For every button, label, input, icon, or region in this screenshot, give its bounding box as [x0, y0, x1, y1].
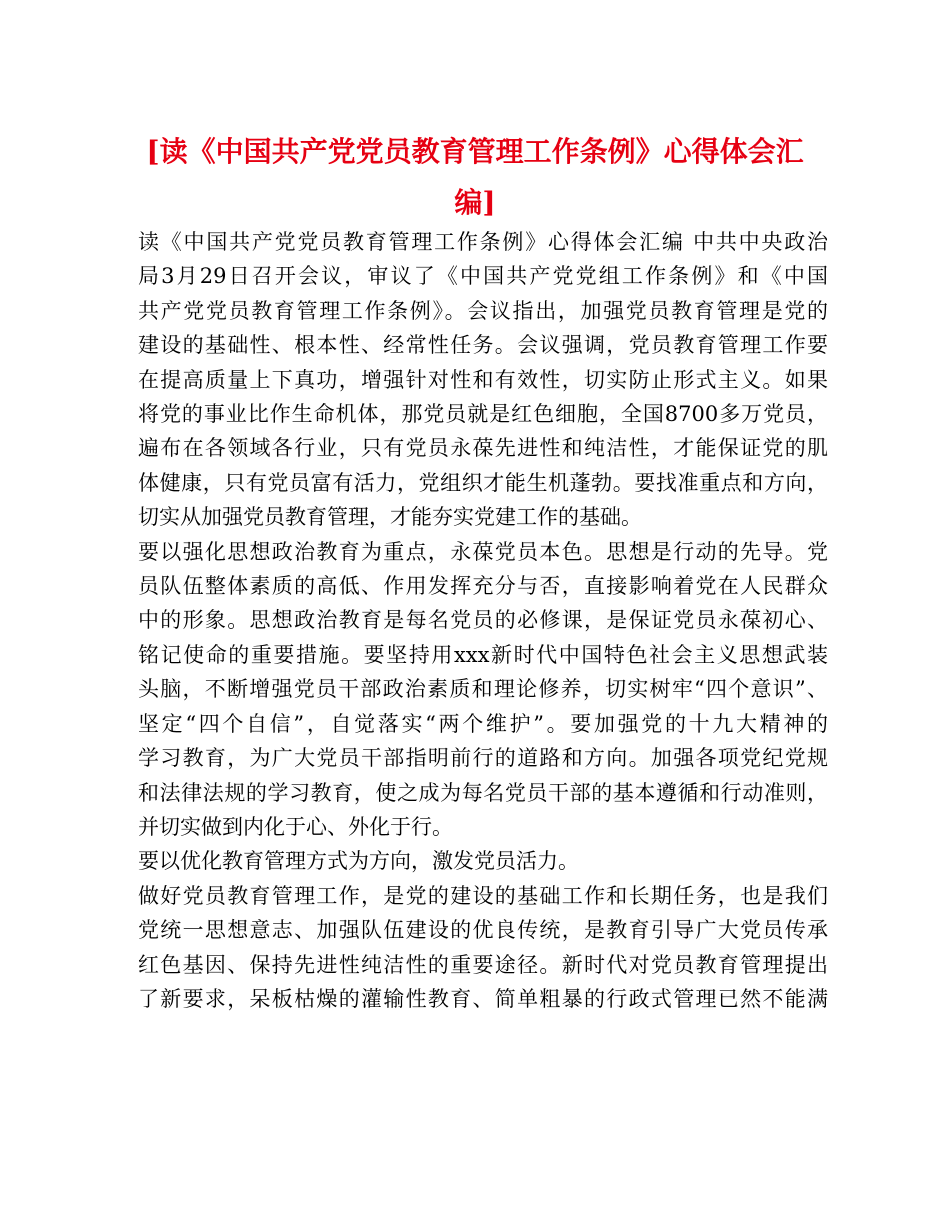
- paragraph-line: 要以优化教育管理方式为方向，激发党员活力。: [138, 849, 579, 874]
- paragraph-line: 体健康，只有党员富有活力，党组织才能生机蓬勃。要找准重点和方向，: [138, 470, 828, 495]
- paragraph-line: 头脑，不断增强党员干部政治素质和理论修养，切实树牢“四个意识”、: [138, 677, 828, 702]
- paragraph: [138, 535, 828, 845]
- paragraph-line: 建设的基础性、根本性、经常性任务。会议强调，党员教育管理工作要: [138, 333, 828, 358]
- paragraph-line: 党统一思想意志、加强队伍建设的优良传统，是教育引导广大党员传承: [138, 918, 828, 943]
- paragraph-line: 共产党党员教育管理工作条例》。会议指出，加强党员教育管理是党的: [138, 298, 828, 323]
- paragraph-line: 员队伍整体素质的高低、作用发挥充分与否，直接影响着党在人民群众: [138, 574, 828, 599]
- paragraph-line: 读《中国共产党党员教育管理工作条例》心得体会汇编 中共中央政治: [138, 230, 828, 254]
- paragraph-line: 铭记使命的重要措施。要坚持用xxx新时代中国特色社会主义思想武装: [138, 642, 828, 667]
- paragraph: [138, 225, 828, 535]
- title-line-2: 编]: [454, 186, 496, 219]
- paragraph-line: 遍布在各领域各行业，只有党员永葆先进性和纯洁性，才能保证党的肌: [138, 436, 828, 461]
- paragraph-line: 红色基因、保持先进性纯洁性的重要途径。新时代对党员教育管理提出: [138, 952, 828, 977]
- paragraph-line: 做好党员教育管理工作，是党的建设的基础工作和长期任务，也是我们: [138, 883, 828, 908]
- paragraph-line: 中的形象。思想政治教育是每名党员的必修课，是保证党员永葆初心、: [138, 608, 828, 633]
- paragraph-line: 在提高质量上下真功，增强针对性和有效性，切实防止形式主义。如果: [138, 367, 828, 392]
- paragraph-line: 局3月29日召开会议，审议了《中国共产党党组工作条例》和《中国: [138, 264, 828, 289]
- paragraph: [138, 879, 828, 1017]
- paragraph-line: 要以强化思想政治教育为重点，永葆党员本色。思想是行动的先导。党: [138, 539, 828, 564]
- paragraph-line: 学习教育，为广大党员干部指明前行的道路和方向。加强各项党纪党规: [138, 746, 828, 771]
- title-line-1: [读《中国共产党党员教育管理工作条例》心得体会汇: [146, 135, 804, 168]
- paragraph-line: 了新要求，呆板枯燥的灌输性教育、简单粗暴的行政式管理已然不能满: [138, 986, 828, 1011]
- paragraph-line: 将党的事业比作生命机体，那党员就是红色细胞，全国8700多万党员，: [138, 402, 828, 427]
- document-title: [0, 126, 950, 228]
- paragraph-line: 并切实做到内化于心、外化于行。: [138, 814, 453, 839]
- paragraph-line: 坚定“四个自信”，自觉落实“两个维护”。要加强党的十九大精神的: [138, 711, 828, 736]
- document-body: [138, 225, 828, 1016]
- paragraph-line: 和法律法规的学习教育，使之成为每名党员干部的基本遵循和行动准则，: [138, 780, 828, 805]
- paragraph: [138, 844, 828, 878]
- paragraph-line: 切实从加强党员教育管理，才能夯实党建工作的基础。: [138, 505, 642, 530]
